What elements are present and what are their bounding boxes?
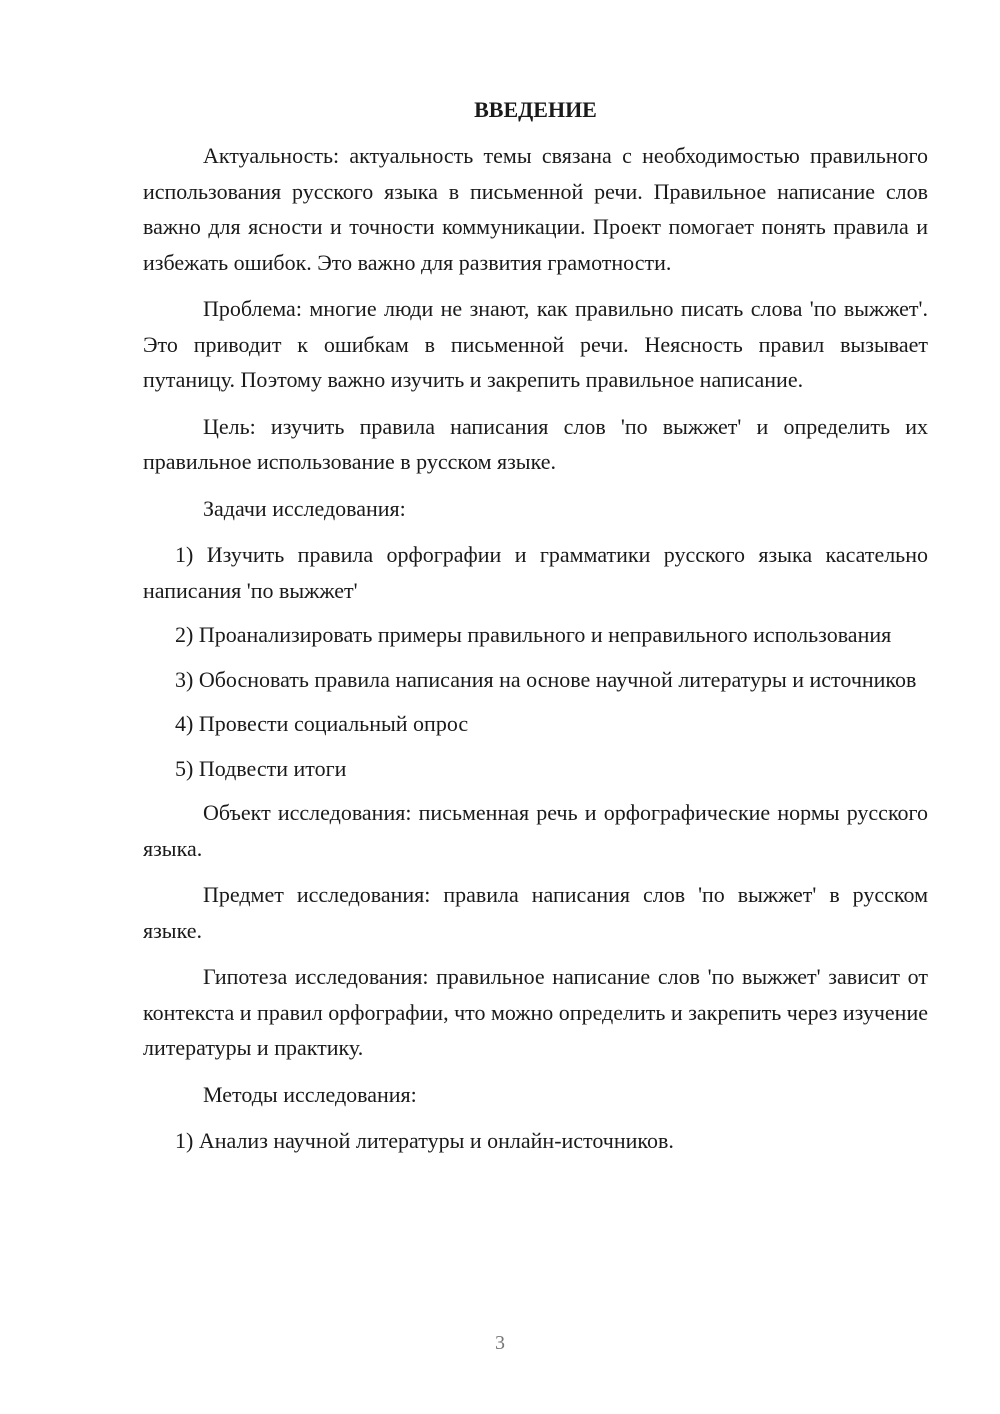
goal-paragraph: Цель: изучить правила написания слов 'по выжжет' и определить их правильное использование в русском языке. <box>143 413 928 474</box>
task-item: 4) Провести социальный опрос <box>175 711 469 736</box>
document-page <box>143 95 928 1168</box>
task-item: 2) Проанализировать примеры правильного и неправильного использования <box>175 622 892 647</box>
hypothesis-paragraph: Гипотеза исследования: правильное написание слов 'по выжжет' зависит от контекста и правил орфографии, что можно определить и закрепить через изучение литературы и практику. <box>143 964 928 1060</box>
relevance-paragraph: Актуальность: актуальность темы связана с необходимостью правильного использования русского языка в письменной речи. Правильное написание слов важно для ясности и точности коммуникации. Проект помогает понять правила и избежать ошибок. Это важно для развития грамотности. <box>143 143 928 275</box>
subject-paragraph: Предмет исследования: правила написания слов 'по выжжет' в русском языке. <box>143 882 928 943</box>
object-paragraph: Объект исследования: письменная речь и орфографические нормы русского языка. <box>143 800 928 861</box>
page-title: ВВЕДЕНИЕ <box>474 97 597 122</box>
task-item: 5) Подвести итоги <box>175 755 347 781</box>
task-item: 1) Изучить правила орфографии и грамматики русского языка касательно написания 'по выжжет' <box>143 542 928 603</box>
task-item: 3) Обосновать правила написания на основе научной литературы и источников <box>175 666 917 692</box>
method-item: 1) Анализ научной литературы и онлайн-источников. <box>175 1128 674 1153</box>
methods-heading: Методы исследования: <box>203 1081 417 1107</box>
tasks-heading: Задачи исследования: <box>203 495 406 521</box>
page-number: 3 <box>495 1332 505 1354</box>
problem-paragraph: Проблема: многие люди не знают, как правильно писать слова 'по выжжет'. Это приводит к ошибкам в письменной речи. Неясность правил вызывает путаницу. Поэтому важно изучить и закрепить правильное написание. <box>143 296 928 392</box>
